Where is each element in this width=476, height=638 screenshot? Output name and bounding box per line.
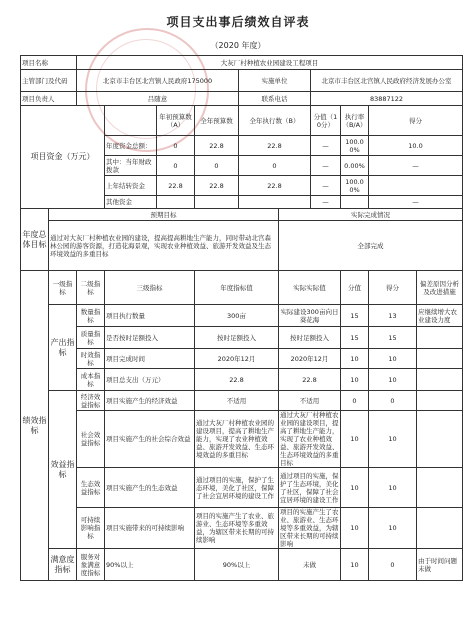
output-label: 产出指标: [49, 305, 77, 391]
ind-got: 10: [369, 508, 417, 549]
funds-cell: 0.00%: [341, 156, 369, 176]
ind-got: 15: [369, 327, 417, 349]
goals-actual-header: 实际完成情况: [279, 209, 463, 221]
funds-row-label: 上年结转资金: [105, 176, 157, 196]
ind-l2: 社会效益指标: [77, 411, 105, 468]
ind-note: 由于时间问题未做: [417, 549, 463, 581]
report-year: （2020 年度）: [210, 41, 266, 50]
ind-target: 90%以上: [195, 549, 279, 581]
ind-got: 10: [369, 411, 417, 468]
impl-unit-label: 实施单位: [239, 70, 311, 92]
ind-l3: 项目总支出（万元）: [105, 369, 195, 391]
ind-actual: 通过项目的实施，保护了生态环境，美化了社区，保障了社会宜居环境的建设工作: [279, 468, 341, 508]
ind-got: 0: [369, 549, 417, 581]
ind-target: 通过大灰厂村种植农业园的建设项目，提高了耕地生产能力，实现了农业种植效益、旅游开发效益、生态环境效益的多重目标: [195, 411, 279, 468]
funds-header-e: 执行率（B/A）: [341, 106, 369, 136]
ind-note: [417, 468, 463, 508]
ind-l3: 是否按时足额投入: [105, 327, 195, 349]
ind-score: 10: [341, 508, 369, 549]
ind-l3: 90%以上: [105, 549, 195, 581]
ind-header-l3: 三级指标: [105, 271, 195, 305]
funds-cell: [157, 196, 195, 209]
funds-cell: —: [311, 156, 341, 176]
ind-note: [417, 369, 463, 391]
ind-actual: 不适用: [279, 391, 341, 411]
goals-label: 年度总体目标: [21, 209, 49, 271]
ind-target: 2020年12月: [195, 349, 279, 369]
funds-cell: —: [311, 136, 341, 156]
funds-row-label: 年度资金总额：: [105, 136, 157, 156]
ind-note: [417, 411, 463, 468]
ind-target: 300亩: [195, 305, 279, 327]
ind-l2: 服务对象满意度指标: [77, 549, 105, 581]
ind-score: 10: [341, 468, 369, 508]
funds-cell: 22.8: [239, 176, 311, 196]
funds-cell: —: [311, 176, 341, 196]
funds-header-a: 年初预算数（A）: [157, 106, 195, 136]
goals-plan-text: 通过对大灰厂村种植农业园的建设，提高提高耕地生产能力，同时带动北宫森林公园的游客资源，打造花海景观，实现农业种植效益、旅游开发效益及生态环境效益的多重目标: [49, 221, 279, 271]
funds-cell: 10.0: [369, 136, 463, 156]
funds-header-f: 得分: [369, 106, 463, 136]
funds-row-label: 其中：当年财政拨款: [105, 156, 157, 176]
funds-cell: 22.8: [195, 136, 239, 156]
funds-cell: 0: [157, 156, 195, 176]
ind-l2: 可持续影响指标: [77, 508, 105, 549]
goals-actual-text: 全部完成: [279, 221, 463, 271]
ind-header-got: 得分: [369, 271, 417, 305]
funds-cell: 0: [195, 156, 239, 176]
ind-note: [417, 349, 463, 369]
ind-l2: 经济效益指标: [77, 391, 105, 411]
ind-score: 15: [341, 327, 369, 349]
ind-target: 通过项目的实施，保护了生态环境，美化了社区，保障了社会宜居环境的建设工作: [195, 468, 279, 508]
funds-cell: 22.8: [157, 176, 195, 196]
ind-l3: 项目执行数量: [105, 305, 195, 327]
impl-unit-value: 北京市丰台区北宫镇人民政府经济发展办公室: [311, 70, 463, 92]
ind-got: 10: [369, 349, 417, 369]
funds-cell: [239, 196, 311, 209]
project-name-label: 项目名称: [21, 56, 77, 70]
ind-header-score: 分值: [341, 271, 369, 305]
ind-actual: 实际建设300亩向日葵花海: [279, 305, 341, 327]
ind-note: 应继续增大农业建设力度: [417, 305, 463, 327]
funds-cell: —: [311, 196, 341, 209]
benefit-label: 效益指标: [49, 391, 77, 549]
dept-value: 北京市丰台区北宫镇人民政府175000: [77, 70, 239, 92]
ind-header-actual: 实际实际值: [279, 271, 341, 305]
phone-label: 联系电话: [239, 92, 311, 106]
ind-score: 10: [341, 549, 369, 581]
ind-target: 22.8: [195, 369, 279, 391]
ind-got: 13: [369, 305, 417, 327]
ind-target: 不适用: [195, 391, 279, 411]
ind-got: 10: [369, 468, 417, 508]
funds-header-d: 分值（10分）: [311, 106, 341, 136]
funds-cell: 22.8: [195, 176, 239, 196]
ind-l3: 项目完成时间: [105, 349, 195, 369]
ind-note: [417, 391, 463, 411]
ind-actual: 22.8: [279, 369, 341, 391]
funds-cell: 22.8: [239, 136, 311, 156]
satisfaction-label: 满意度指标: [49, 549, 77, 581]
ind-l2: 成本指标: [77, 369, 105, 391]
funds-cell: [195, 196, 239, 209]
ind-actual: 项目的实施产生了农业、旅游业、生态环境等多重效益，为辖区带来长期的可持续影响: [280, 508, 339, 548]
ind-actual: 2020年12月: [279, 349, 341, 369]
ind-score: 10: [341, 411, 369, 468]
ind-header-target: 年度指标值: [195, 271, 279, 305]
funds-cell: 100.00%: [341, 176, 369, 196]
perf-label: 绩效指标: [21, 271, 49, 581]
funds-cell: 0: [157, 136, 195, 156]
ind-l2: 质量指标: [77, 327, 105, 349]
funds-header-blank: [105, 106, 157, 136]
ind-target: 项目的实施产生了农业、旅游业、生态环境等多重效益，为辖区带来长期的可持续影响: [195, 508, 279, 549]
ind-actual: 按时足额投入: [279, 327, 341, 349]
ind-l3: 项目实施带来的可持续影响: [105, 508, 195, 549]
phone-value: 83887122: [311, 92, 463, 106]
funds-cell: —: [369, 156, 463, 176]
funds-cell: [369, 176, 463, 196]
funds-cell: —: [369, 196, 463, 209]
ind-score: 10: [341, 369, 369, 391]
funds-cell: [341, 196, 369, 209]
dept-label: 主管部门及代码: [21, 70, 77, 92]
ind-l3: 项目实施产生的经济效益: [105, 391, 195, 411]
evaluation-table: [20, 55, 463, 581]
leader-label: 项目负责人: [21, 92, 77, 106]
ind-got: 0: [369, 391, 417, 411]
project-name: 大灰厂村种植农业园建设工程项目: [77, 56, 463, 70]
funds-cell: 100.00%: [341, 136, 369, 156]
ind-header-l1: 一级指标: [49, 271, 77, 305]
funds-row-label: 其他资金: [105, 196, 157, 209]
funds-label: 项目资金（万元）: [21, 106, 105, 209]
ind-header-l2: 二级指标: [77, 271, 105, 305]
page-title: 项目支出事后绩效自评表: [166, 15, 310, 29]
ind-actual: 通过大灰厂村种植农业园的建设项目，提高了耕地生产能力，实现了农业种植效益、旅游开发效益、生态环境效益的多重目标: [280, 411, 339, 467]
ind-l3: 项目实施产生的生态效益: [105, 468, 195, 508]
ind-header-note: 偏差原因分析及改进措施: [417, 271, 463, 305]
leader-value: 吕随意: [77, 92, 239, 106]
ind-score: 15: [341, 305, 369, 327]
ind-actual: 未做: [279, 549, 341, 581]
ind-l2: 时效指标: [77, 349, 105, 369]
funds-cell: 0: [239, 156, 311, 176]
ind-l2: 生态效益指标: [77, 468, 105, 508]
ind-score: 0: [341, 391, 369, 411]
ind-note: [417, 508, 463, 549]
ind-note: [417, 327, 463, 349]
ind-target: 按时足额投入: [195, 327, 279, 349]
ind-l2: 数量指标: [77, 305, 105, 327]
ind-score: 10: [341, 349, 369, 369]
funds-header-c: 全年执行数（B）: [239, 106, 311, 136]
ind-l3: 项目实施产生的社会综合效益: [105, 411, 195, 468]
goals-plan-header: 预期目标: [49, 209, 279, 221]
ind-got: 10: [369, 369, 417, 391]
funds-header-b: 全年预算数: [195, 106, 239, 136]
